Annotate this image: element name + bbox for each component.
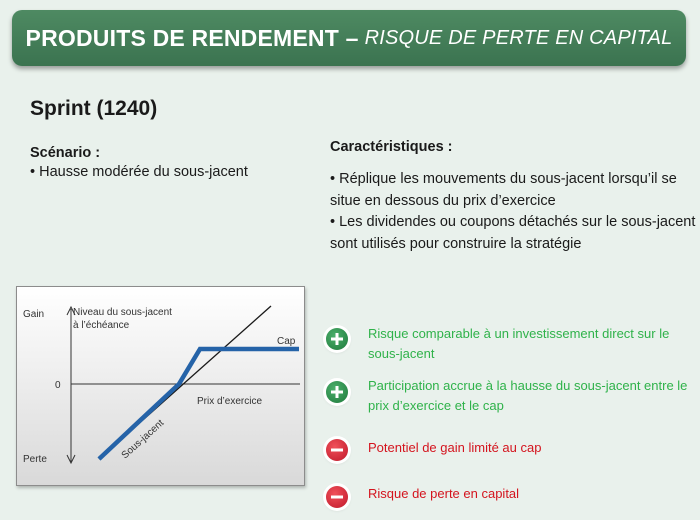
header-banner <box>12 10 686 66</box>
axis-title-line1: Niveau du sous-jacent <box>73 307 172 318</box>
underlying-label: Sous-jacent <box>119 417 167 462</box>
scenario-item: • Hausse modérée du sous-jacent <box>30 164 248 180</box>
y-label-gain: Gain <box>23 309 45 320</box>
header-title: PRODUITS DE RENDEMENT – <box>25 24 359 51</box>
plus-icon <box>326 328 348 350</box>
scenario-label: Scénario : <box>30 145 101 161</box>
strike-label: Prix d’exercice <box>197 396 263 407</box>
con-text: Potentiel de gain limité au cap <box>368 440 542 455</box>
product-title: Sprint (1240) <box>30 97 158 120</box>
pro-text: Participation accrue à la hausse du sous-jacent entre le prix d’exercice et le cap <box>368 378 688 413</box>
characteristics-list <box>330 169 698 255</box>
axis-title-line2: à l’échéance <box>73 320 130 331</box>
cap-label: Cap <box>277 336 296 347</box>
payoff-diagram-svg <box>17 287 304 485</box>
header-subtitle: RISQUE DE PERTE EN CAPITAL <box>364 26 673 49</box>
characteristic-item: • Les dividendes ou coupons détachés sur le sous-jacent sont utilisés pour construire la stratégie <box>330 214 696 252</box>
plus-icon <box>326 381 348 403</box>
minus-icon <box>326 486 348 508</box>
con-text: Risque de perte en capital <box>368 486 520 501</box>
characteristic-item: • Réplique les mouvements du sous-jacent lorsqu’il se situe en dessous du prix d’exercice <box>330 171 677 209</box>
characteristics-label: Caractéristiques : <box>330 139 453 155</box>
pro-text: Risque comparable à un investissement direct sur le sous-jacent <box>368 326 670 361</box>
payoff-diagram <box>16 286 305 486</box>
y-label-loss: Perte <box>23 454 47 465</box>
minus-icon <box>326 439 348 461</box>
y-label-zero: 0 <box>55 380 61 391</box>
